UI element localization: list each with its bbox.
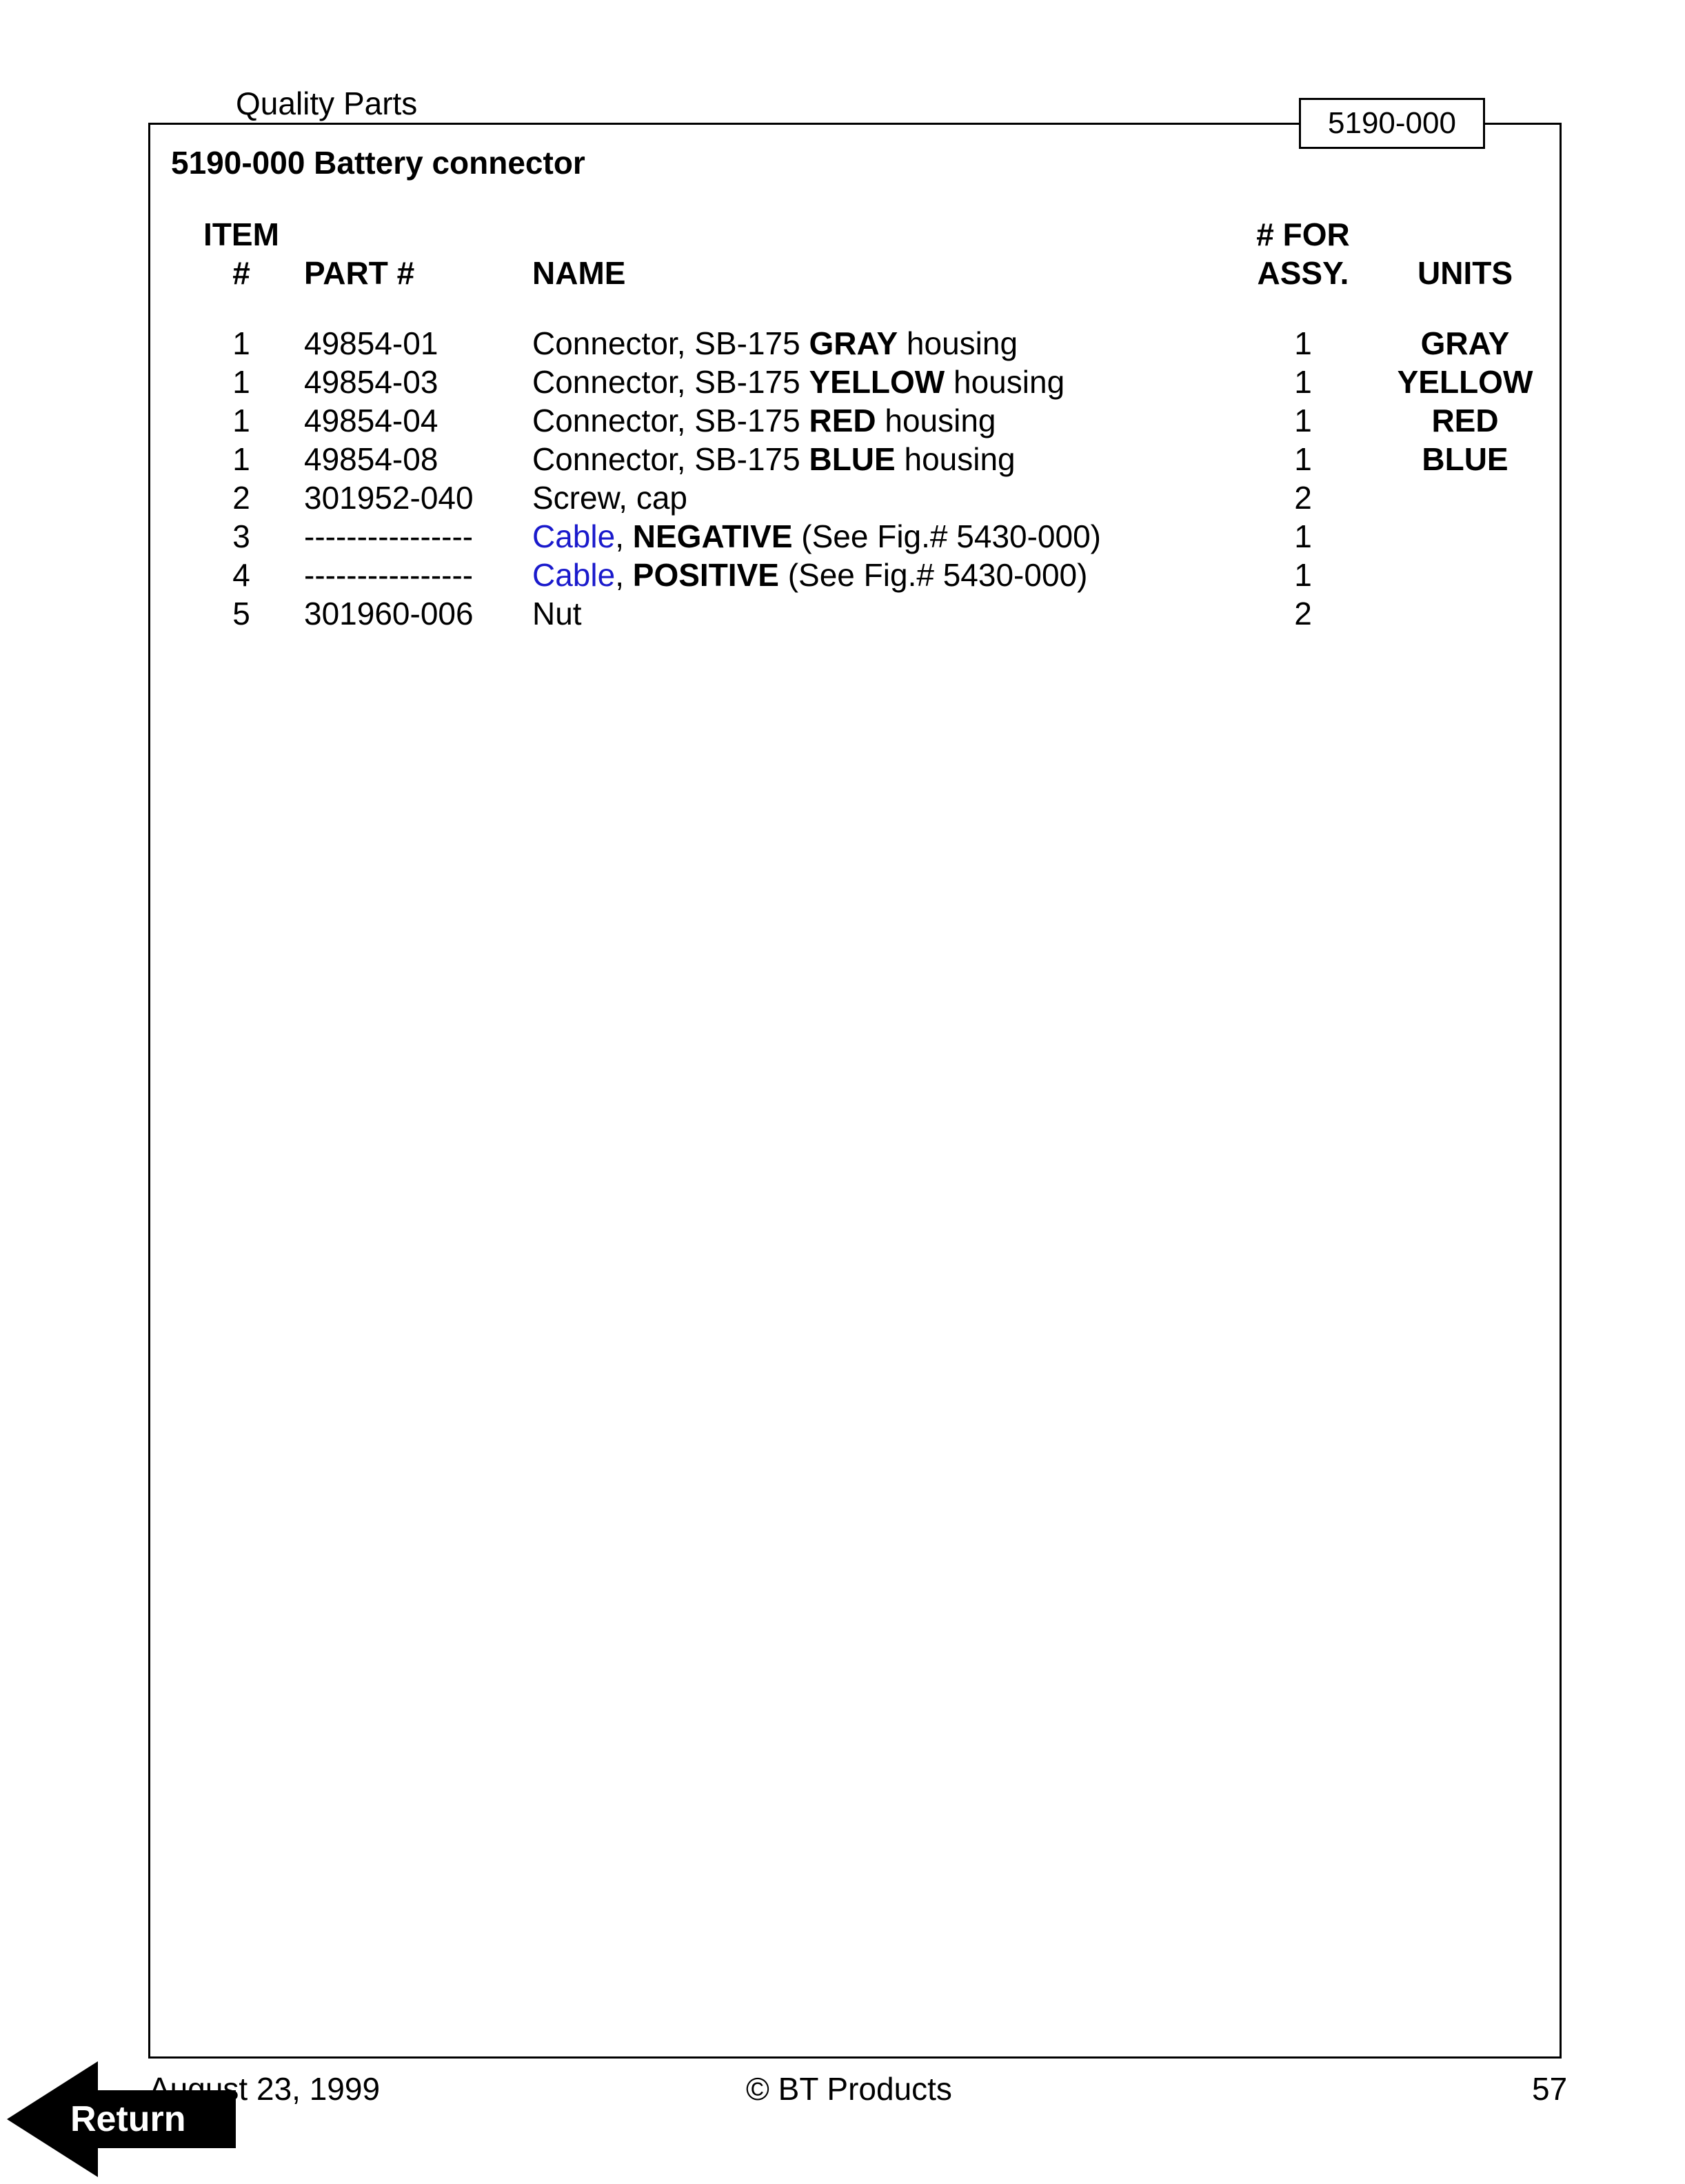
part-number: 301952-040 [304, 480, 474, 516]
part-number: 301960-006 [304, 596, 474, 631]
units: GRAY [1420, 325, 1510, 361]
assy-qty: 1 [1294, 557, 1312, 593]
return-button[interactable] [7, 2061, 236, 2177]
part-name-sep: , [615, 518, 633, 554]
table-row [0, 556, 1685, 594]
return-label: Return [70, 2099, 186, 2139]
cable-link[interactable]: Cable [532, 518, 616, 554]
assy-qty: 2 [1294, 596, 1312, 631]
part-number: 49854-04 [304, 403, 438, 438]
header-label: Quality Parts [236, 85, 418, 121]
table-row [0, 324, 1685, 363]
part-number: ---------------- [304, 557, 474, 593]
item-number: 1 [232, 403, 250, 438]
header-part: PART # [304, 255, 415, 291]
part-name-text: Connector, SB-175 [532, 441, 809, 477]
part-number: ---------------- [304, 518, 474, 554]
assy-qty: 1 [1294, 325, 1312, 361]
item-number: 1 [232, 441, 250, 477]
units: YELLOW [1397, 364, 1533, 400]
table-row [0, 517, 1685, 556]
table-row [0, 363, 1685, 401]
item-number: 3 [232, 518, 250, 554]
header-assy-line1: # FOR [1256, 216, 1350, 252]
item-number: 2 [232, 480, 250, 516]
part-number: 49854-03 [304, 364, 438, 400]
part-name-polarity: NEGATIVE [632, 518, 793, 554]
assy-qty: 1 [1294, 403, 1312, 438]
assy-qty: 1 [1294, 441, 1312, 477]
header-name: NAME [532, 255, 626, 291]
part-number: 49854-01 [304, 325, 438, 361]
part-name-color: RED [809, 403, 876, 438]
part-name [532, 517, 1101, 556]
part-name-suffix: (See Fig.# 5430-000) [778, 557, 1088, 593]
table-row [0, 478, 1685, 517]
table-row [0, 594, 1685, 633]
part-name-text: Connector, SB-175 [532, 403, 809, 438]
table-row [0, 401, 1685, 440]
footer-copyright: © BT Products [746, 2071, 952, 2107]
part-name-color: YELLOW [809, 364, 945, 400]
assy-qty: 2 [1294, 480, 1312, 516]
part-name-text: Connector, SB-175 [532, 364, 809, 400]
assy-qty: 1 [1294, 518, 1312, 554]
item-number: 4 [232, 557, 250, 593]
figure-number-box: 5190-000 [1299, 98, 1485, 149]
item-number: 1 [232, 364, 250, 400]
item-number: 5 [232, 596, 250, 631]
header-units: UNITS [1417, 255, 1513, 291]
part-name [532, 401, 996, 440]
header-item-line2: # [232, 255, 250, 291]
part-name [532, 440, 1016, 478]
part-name-suffix: housing [945, 364, 1065, 400]
part-name [532, 556, 1087, 594]
part-name: Screw, cap [532, 480, 687, 516]
header-item-line1: ITEM [203, 216, 279, 252]
header-item [186, 215, 296, 292]
cable-link[interactable]: Cable [532, 557, 616, 593]
part-number: 49854-08 [304, 441, 438, 477]
units: BLUE [1422, 441, 1509, 477]
footer-date: August 23, 1999 [149, 2071, 381, 2107]
units: RED [1431, 403, 1499, 438]
part-name-color: GRAY [809, 325, 898, 361]
header-assy [1234, 215, 1372, 292]
page-title: 5190-000 Battery connector [171, 145, 585, 181]
part-name-suffix: (See Fig.# 5430-000) [792, 518, 1101, 554]
part-name-sep: , [615, 557, 633, 593]
part-name [532, 363, 1065, 401]
item-number: 1 [232, 325, 250, 361]
assy-qty: 1 [1294, 364, 1312, 400]
header-assy-line2: ASSY. [1257, 255, 1349, 291]
part-name-suffix: housing [895, 441, 1016, 477]
part-name-text: Connector, SB-175 [532, 325, 809, 361]
parts-table [0, 324, 1685, 633]
table-row [0, 440, 1685, 478]
part-name-suffix: housing [898, 325, 1018, 361]
page-number: 57 [1532, 2071, 1568, 2107]
part-name [532, 324, 1018, 363]
part-name-suffix: housing [876, 403, 996, 438]
part-name-color: BLUE [809, 441, 896, 477]
part-name: Nut [532, 596, 582, 631]
part-name-polarity: POSITIVE [632, 557, 779, 593]
